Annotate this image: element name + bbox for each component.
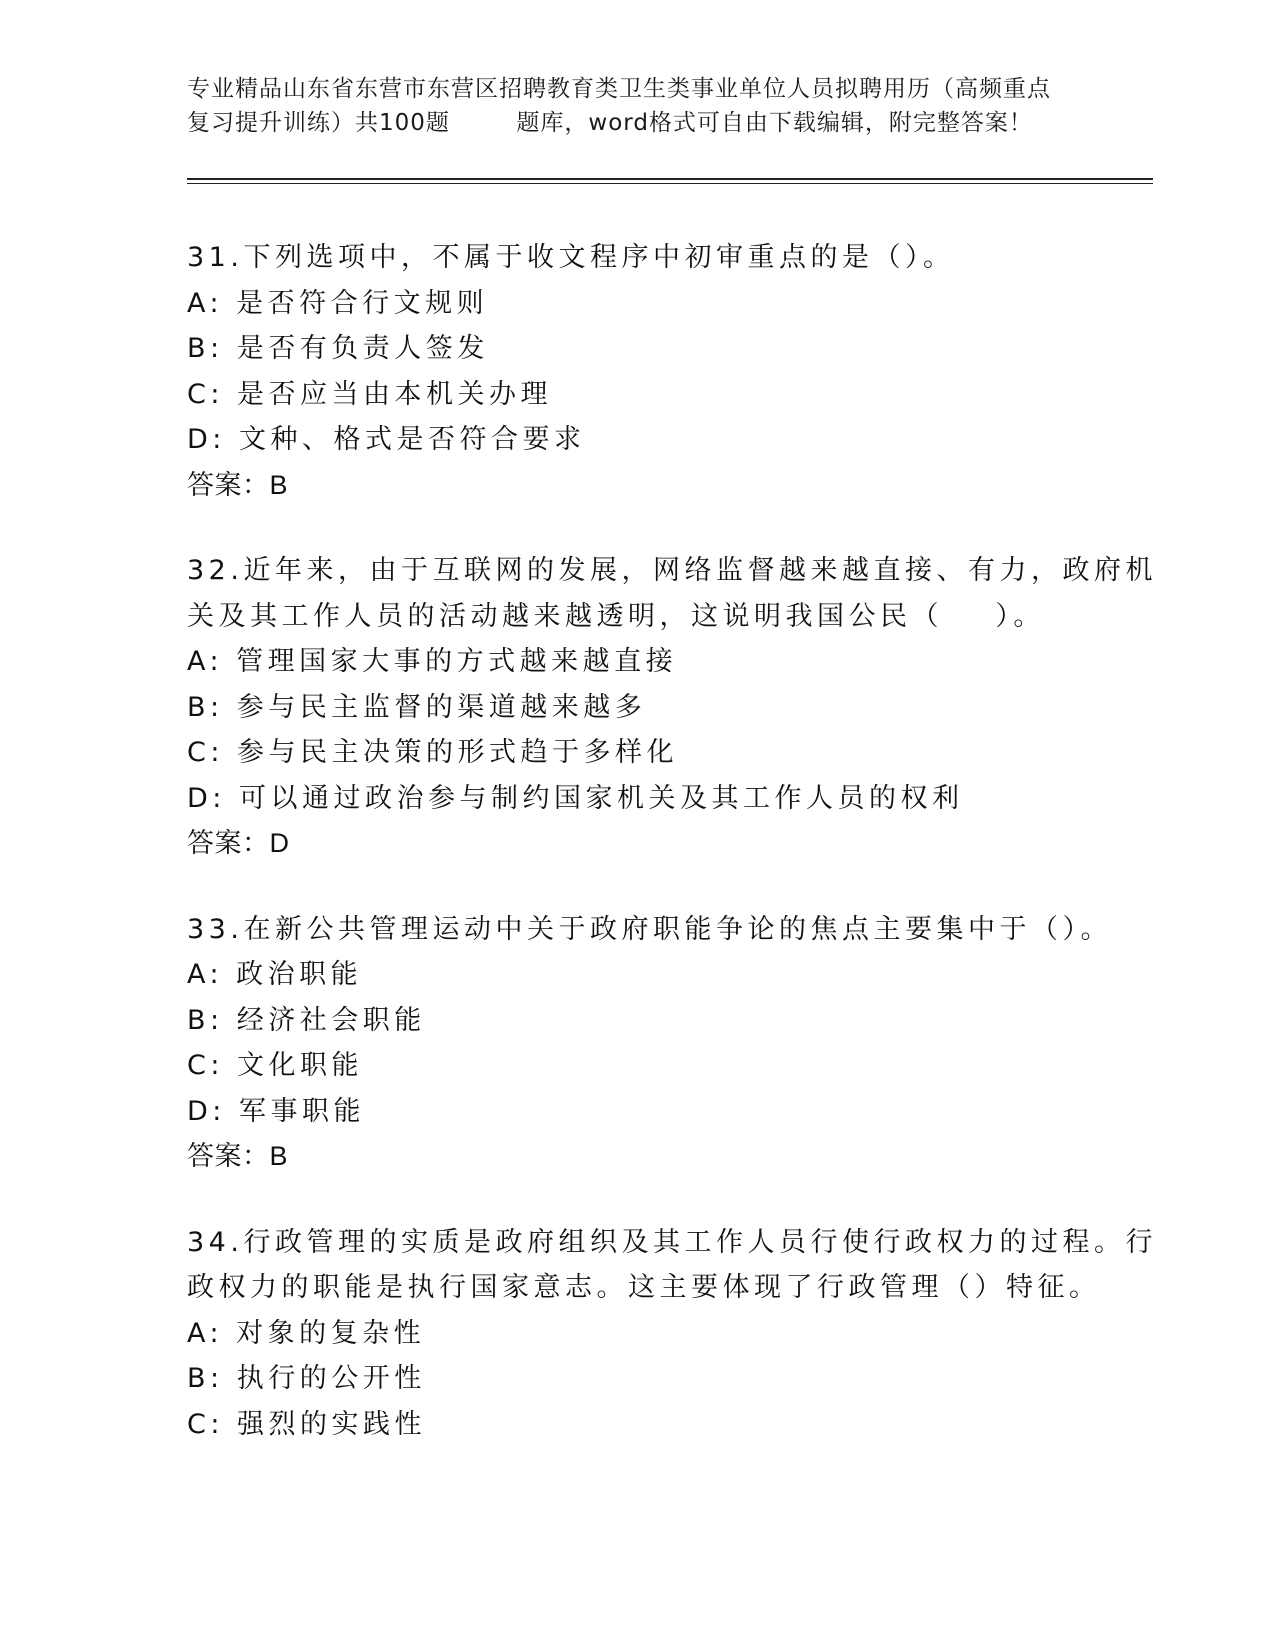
option-c: C: 是否应当由本机关办理	[187, 378, 553, 410]
header-line-2: 复习提升训练）共100题 题库，word格式可自由下载编辑，附完整答案！	[187, 110, 1033, 136]
page-header	[187, 72, 1087, 140]
question-32	[187, 548, 1157, 867]
option-c: C: 文化职能	[187, 1050, 364, 1081]
question-stem-line-2: 政权力的职能是执行国家意志。这主要体现了行政管理（）特征。	[187, 1272, 1101, 1303]
header-line-1: 专业精品山东省东营市东营区招聘教育类卫生类事业单位人员拟聘用历（高频重点	[187, 76, 1051, 102]
question-31	[187, 235, 1087, 508]
option-c: C: 强烈的实践性	[187, 1408, 427, 1440]
question-list	[187, 235, 1157, 1487]
option-d: D: 可以通过政治参与制约国家机关及其工作人员的权利	[187, 782, 964, 814]
question-stem: 31.下列选项中，不属于收文程序中初审重点的是（）。	[187, 242, 955, 273]
option-a: A: 政治职能	[187, 959, 363, 990]
option-a: A: 对象的复杂性	[187, 1317, 426, 1349]
answer-text: 答案：D	[187, 828, 290, 858]
option-d: D: 军事职能	[187, 1095, 365, 1127]
question-stem-line-1: 32.近年来，由于互联网的发展，网络监督越来越直接、有力，政府机	[187, 555, 1157, 586]
question-stem-line-2: 关及其工作人员的活动越来越透明，这说明我国公民（ ）。	[187, 600, 1045, 632]
answer-text: 答案：B	[187, 469, 289, 500]
option-b: B: 参与民主监督的渠道越来越多	[187, 691, 647, 723]
question-stem: 33.在新公共管理运动中关于政府职能争论的焦点主要集中于（）。	[187, 913, 1112, 945]
question-stem-line-1: 34.行政管理的实质是政府组织及其工作人员行使行政权力的过程。行	[187, 1226, 1157, 1258]
header-rule-thin	[187, 183, 1153, 184]
question-33	[187, 907, 1112, 1180]
option-b: B: 是否有负责人签发	[187, 333, 489, 364]
question-34	[187, 1220, 1157, 1448]
option-a: A: 是否符合行文规则	[187, 287, 489, 319]
option-a: A: 管理国家大事的方式越来越直接	[187, 646, 678, 677]
header-rule-thick	[187, 178, 1153, 180]
answer-text: 答案：B	[187, 1141, 289, 1171]
option-b: B: 经济社会职能	[187, 1004, 426, 1036]
option-d: D: 文种、格式是否符合要求	[187, 424, 586, 455]
option-c: C: 参与民主决策的形式趋于多样化	[187, 737, 679, 768]
option-b: B: 执行的公开性	[187, 1363, 426, 1394]
